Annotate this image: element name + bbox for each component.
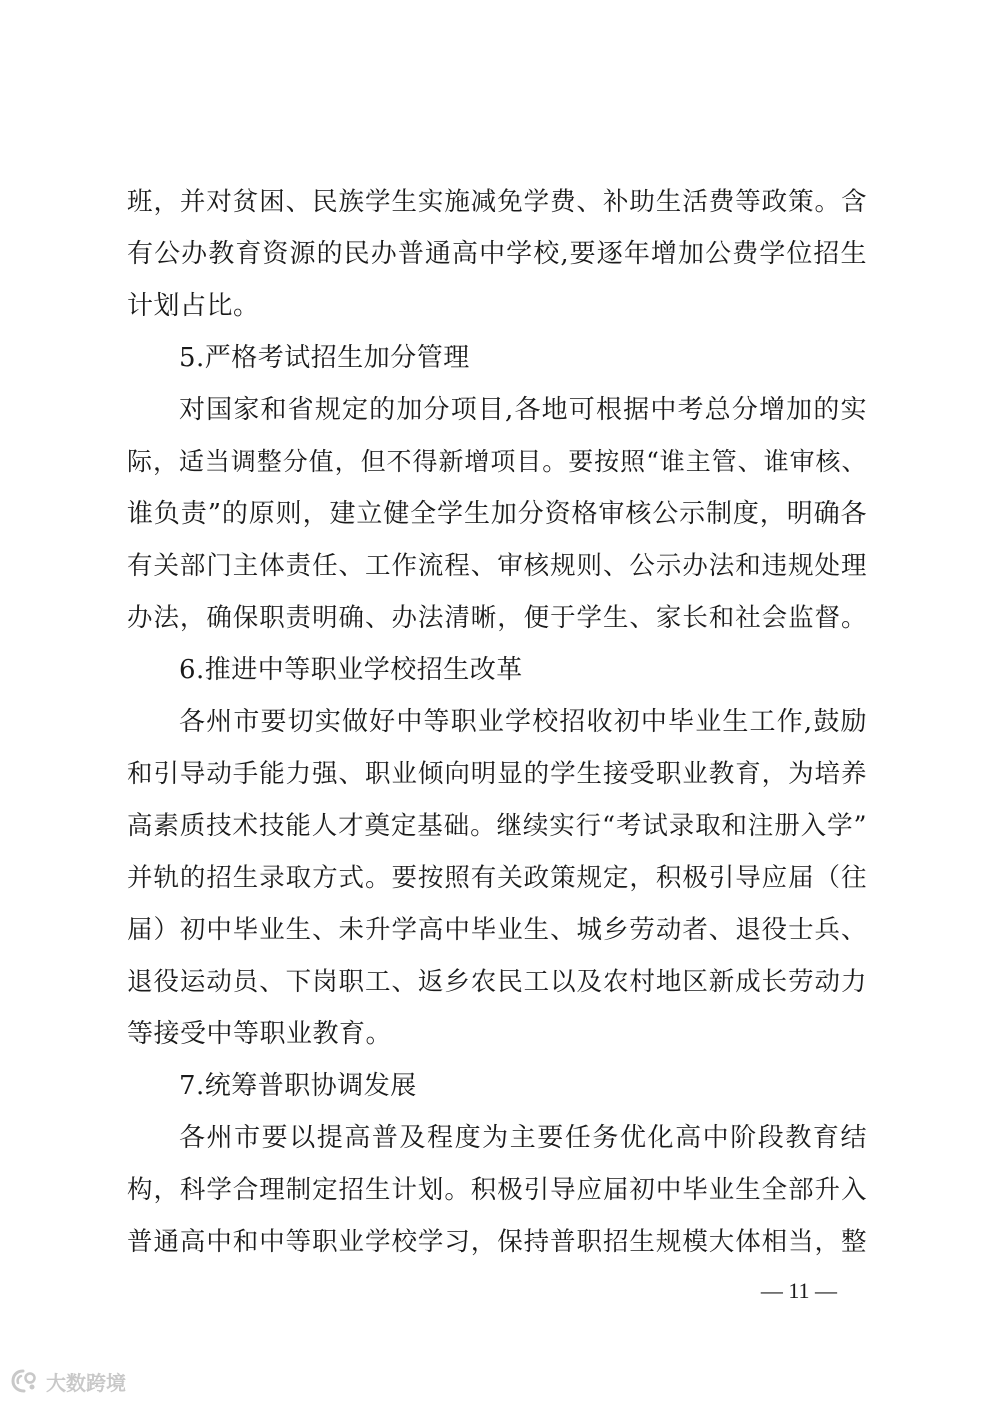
watermark: [10, 1366, 126, 1396]
watermark-text: 大数跨境: [46, 1370, 126, 1395]
page-number: — 11 —: [760, 1278, 837, 1303]
brand-logo-icon: [10, 1368, 40, 1394]
text-line: 等接受中等职业教育。: [127, 1019, 393, 1049]
text-line: 班，并对贫困、民族学生实施减免学费、补助生活费等政策。含: [127, 187, 867, 217]
text-line: 际，适当调整分值，但不得新增项目。要按照“谁主管、谁审核、: [127, 447, 867, 476]
text-line: 并轨的招生录取方式。要按照有关政策规定，积极引导应届（往: [127, 863, 867, 893]
text-line: 办法，确保职责明确、办法清晰，便于学生、家长和社会监督。: [127, 603, 867, 633]
text-line: 各州市要切实做好中等职业学校招收初中毕业生工作,鼓励: [179, 707, 867, 737]
text-line: 7.统筹普职协调发展: [179, 1071, 417, 1101]
text-line: 6.推进中等职业学校招生改革: [179, 655, 523, 685]
text-line: 各州市要以提高普及程度为主要任务优化高中阶段教育结: [179, 1123, 867, 1153]
text-line: 5.严格考试招生加分管理: [179, 343, 470, 373]
body-text: [127, 176, 867, 1268]
text-line: 和引导动手能力强、职业倾向明显的学生接受职业教育，为培养: [127, 759, 867, 789]
text-line: 高素质技术技能人才奠定基础。继续实行“考试录取和注册入学”: [127, 811, 867, 841]
text-line: 对国家和省规定的加分项目,各地可根据中考总分增加的实: [179, 395, 867, 425]
text-line: 届）初中毕业生、未升学高中毕业生、城乡劳动者、退役士兵、: [127, 915, 867, 945]
text-line: 退役运动员、下岗职工、返乡农民工以及农村地区新成长劳动力: [127, 967, 867, 997]
text-line: 有公办教育资源的民办普通高中学校,要逐年增加公费学位招生: [127, 239, 867, 269]
text-line: 普通高中和中等职业学校学习，保持普职招生规模大体相当，整: [127, 1227, 867, 1257]
text-line: 谁负责”的原则，建立健全学生加分资格审核公示制度，明确各: [127, 499, 867, 529]
text-line: 有关部门主体责任、工作流程、审核规则、公示办法和违规处理: [127, 551, 867, 581]
text-line: 计划占比。: [127, 291, 260, 321]
text-line: 构，科学合理制定招生计划。积极引导应届初中毕业生全部升入: [127, 1175, 867, 1205]
